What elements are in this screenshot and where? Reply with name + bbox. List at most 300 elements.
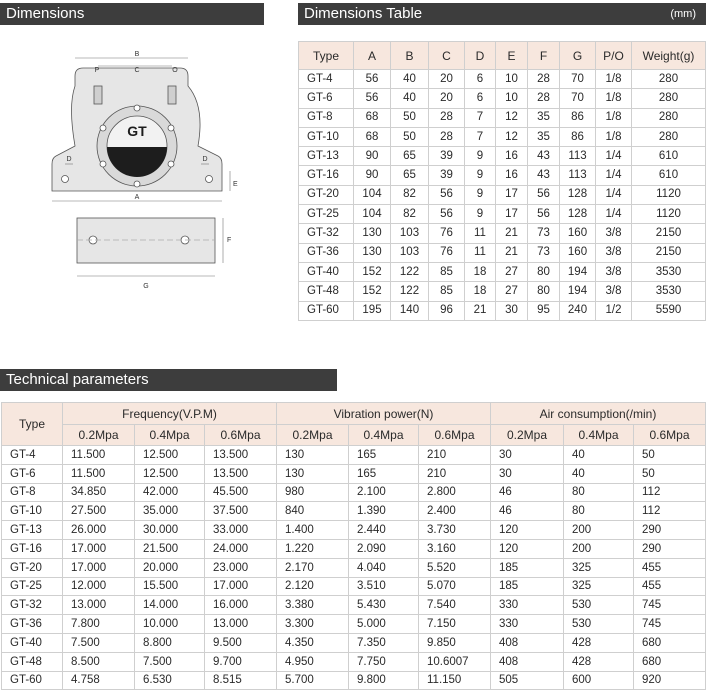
- value-cell: 210: [419, 446, 491, 465]
- value-cell: 103: [391, 243, 429, 262]
- column-header: B: [391, 42, 429, 70]
- table-row: [299, 166, 706, 185]
- value-cell: 24.000: [205, 539, 277, 558]
- value-cell: 12: [496, 127, 528, 146]
- type-cell: GT-13: [299, 147, 354, 166]
- value-cell: 7.800: [63, 615, 135, 634]
- value-cell: 20: [429, 70, 465, 89]
- value-cell: 30: [491, 464, 564, 483]
- base-view: [77, 218, 215, 263]
- value-cell: 680: [634, 633, 706, 652]
- value-cell: 90: [354, 166, 391, 185]
- value-cell: 120: [491, 521, 564, 540]
- value-cell: 455: [634, 577, 706, 596]
- value-cell: 2.440: [349, 521, 419, 540]
- value-cell: 7.500: [63, 633, 135, 652]
- column-header: F: [528, 42, 560, 70]
- type-cell: GT-40: [2, 633, 63, 652]
- value-cell: 1120: [632, 205, 706, 224]
- value-cell: 40: [391, 89, 429, 108]
- table-row: [299, 282, 706, 301]
- value-cell: 330: [491, 596, 564, 615]
- value-cell: 4.350: [277, 633, 349, 652]
- value-cell: 980: [277, 483, 349, 502]
- technical-header: [0, 369, 337, 391]
- value-cell: 1.220: [277, 539, 349, 558]
- value-cell: 112: [634, 483, 706, 502]
- value-cell: 8.800: [135, 633, 205, 652]
- value-cell: 600: [564, 671, 634, 690]
- value-cell: 200: [564, 539, 634, 558]
- value-cell: 15.500: [135, 577, 205, 596]
- value-cell: 70: [560, 70, 596, 89]
- group-header: Vibration power(N): [277, 403, 491, 425]
- value-cell: 128: [560, 205, 596, 224]
- value-cell: 11.500: [63, 446, 135, 465]
- value-cell: 185: [491, 558, 564, 577]
- type-cell: GT-25: [299, 205, 354, 224]
- value-cell: 3/8: [596, 224, 632, 243]
- value-cell: 2.170: [277, 558, 349, 577]
- value-cell: 27: [496, 262, 528, 281]
- value-cell: 128: [560, 185, 596, 204]
- technical-title: Technical parameters: [6, 371, 149, 388]
- value-cell: 8.500: [63, 652, 135, 671]
- value-cell: 165: [349, 464, 419, 483]
- value-cell: 11: [465, 224, 496, 243]
- type-cell: GT-6: [299, 89, 354, 108]
- type-cell: GT-40: [299, 262, 354, 281]
- dimensions-table-header-row: [299, 42, 706, 70]
- value-cell: 16.000: [205, 596, 277, 615]
- type-cell: GT-4: [299, 70, 354, 89]
- value-cell: 21: [496, 243, 528, 262]
- value-cell: 122: [391, 282, 429, 301]
- table-row: [2, 577, 706, 596]
- value-cell: 428: [564, 652, 634, 671]
- value-cell: 2.400: [419, 502, 491, 521]
- value-cell: 39: [429, 147, 465, 166]
- column-header: E: [496, 42, 528, 70]
- value-cell: 6: [465, 89, 496, 108]
- value-cell: 103: [391, 224, 429, 243]
- value-cell: 160: [560, 243, 596, 262]
- value-cell: 42.000: [135, 483, 205, 502]
- value-cell: 3/8: [596, 262, 632, 281]
- value-cell: 152: [354, 262, 391, 281]
- type-cell: GT-20: [2, 558, 63, 577]
- value-cell: 17.000: [205, 577, 277, 596]
- value-cell: 73: [528, 243, 560, 262]
- value-cell: 37.500: [205, 502, 277, 521]
- value-cell: 7.500: [135, 652, 205, 671]
- label-d-left: D: [66, 156, 72, 163]
- value-cell: 9: [465, 185, 496, 204]
- table-row: [299, 262, 706, 281]
- value-cell: 28: [429, 108, 465, 127]
- label-b: B: [134, 51, 140, 58]
- dimensions-header: [0, 3, 264, 25]
- value-cell: 194: [560, 282, 596, 301]
- type-cell: GT-10: [299, 127, 354, 146]
- value-cell: 5.070: [419, 577, 491, 596]
- value-cell: 3.160: [419, 539, 491, 558]
- value-cell: 130: [277, 446, 349, 465]
- value-cell: 30: [496, 301, 528, 320]
- value-cell: 7: [465, 127, 496, 146]
- value-cell: 80: [564, 502, 634, 521]
- type-cell: GT-20: [299, 185, 354, 204]
- value-cell: 7.150: [419, 615, 491, 634]
- value-cell: 745: [634, 596, 706, 615]
- value-cell: 1/2: [596, 301, 632, 320]
- type-cell: GT-36: [2, 615, 63, 634]
- value-cell: 56: [354, 89, 391, 108]
- group-header: Air consumption(/min): [491, 403, 706, 425]
- value-cell: 26.000: [63, 521, 135, 540]
- type-header: Type: [2, 403, 63, 446]
- value-cell: 86: [560, 127, 596, 146]
- value-cell: 82: [391, 185, 429, 204]
- value-cell: 290: [634, 539, 706, 558]
- value-cell: 82: [391, 205, 429, 224]
- value-cell: 10.6007: [419, 652, 491, 671]
- value-cell: 240: [560, 301, 596, 320]
- value-cell: 3/8: [596, 243, 632, 262]
- value-cell: 68: [354, 127, 391, 146]
- column-header: Type: [299, 42, 354, 70]
- value-cell: 165: [349, 446, 419, 465]
- value-cell: 14.000: [135, 596, 205, 615]
- pressure-header: 0.2Mpa: [63, 425, 135, 446]
- label-g: G: [143, 283, 149, 290]
- value-cell: 18: [465, 262, 496, 281]
- type-cell: GT-32: [2, 596, 63, 615]
- value-cell: 9: [465, 147, 496, 166]
- type-cell: GT-60: [2, 671, 63, 690]
- table-row: [2, 671, 706, 690]
- table-row: [2, 502, 706, 521]
- value-cell: 30: [491, 446, 564, 465]
- value-cell: 68: [354, 108, 391, 127]
- value-cell: 35: [528, 127, 560, 146]
- table-row: [299, 205, 706, 224]
- value-cell: 46: [491, 483, 564, 502]
- gt-logo: GT: [127, 123, 147, 139]
- value-cell: 28: [528, 70, 560, 89]
- value-cell: 95: [528, 301, 560, 320]
- type-cell: GT-6: [2, 464, 63, 483]
- value-cell: 120: [491, 539, 564, 558]
- value-cell: 4.758: [63, 671, 135, 690]
- unit-label: (mm): [670, 8, 696, 20]
- value-cell: 1/8: [596, 127, 632, 146]
- value-cell: 290: [634, 521, 706, 540]
- type-cell: GT-8: [2, 483, 63, 502]
- value-cell: 610: [632, 166, 706, 185]
- value-cell: 2.100: [349, 483, 419, 502]
- value-cell: 130: [277, 464, 349, 483]
- value-cell: 3.730: [419, 521, 491, 540]
- value-cell: 104: [354, 185, 391, 204]
- value-cell: 113: [560, 166, 596, 185]
- value-cell: 10: [496, 89, 528, 108]
- value-cell: 840: [277, 502, 349, 521]
- value-cell: 12.500: [135, 464, 205, 483]
- value-cell: 56: [528, 205, 560, 224]
- value-cell: 9.700: [205, 652, 277, 671]
- value-cell: 65: [391, 147, 429, 166]
- type-cell: GT-32: [299, 224, 354, 243]
- value-cell: 28: [528, 89, 560, 108]
- value-cell: 80: [528, 282, 560, 301]
- value-cell: 280: [632, 127, 706, 146]
- table-row: [2, 539, 706, 558]
- pressure-header: 0.4Mpa: [135, 425, 205, 446]
- column-header: G: [560, 42, 596, 70]
- vibrator-drawing: [45, 46, 238, 296]
- value-cell: 530: [564, 596, 634, 615]
- value-cell: 104: [354, 205, 391, 224]
- table-row: [2, 596, 706, 615]
- value-cell: 428: [564, 633, 634, 652]
- value-cell: 1/4: [596, 147, 632, 166]
- value-cell: 12.000: [63, 577, 135, 596]
- dimensions-table: [298, 41, 706, 321]
- value-cell: 50: [391, 127, 429, 146]
- value-cell: 6.530: [135, 671, 205, 690]
- value-cell: 1120: [632, 185, 706, 204]
- value-cell: 5.430: [349, 596, 419, 615]
- type-cell: GT-16: [299, 166, 354, 185]
- value-cell: 5.520: [419, 558, 491, 577]
- value-cell: 7.540: [419, 596, 491, 615]
- value-cell: 56: [429, 185, 465, 204]
- pressure-header: 0.6Mpa: [634, 425, 706, 446]
- value-cell: 210: [419, 464, 491, 483]
- type-cell: GT-8: [299, 108, 354, 127]
- value-cell: 65: [391, 166, 429, 185]
- column-header: A: [354, 42, 391, 70]
- value-cell: 9.800: [349, 671, 419, 690]
- value-cell: 140: [391, 301, 429, 320]
- pressure-header: 0.4Mpa: [349, 425, 419, 446]
- table-row: [299, 127, 706, 146]
- value-cell: 50: [634, 464, 706, 483]
- value-cell: 11: [465, 243, 496, 262]
- value-cell: 4.040: [349, 558, 419, 577]
- value-cell: 13.000: [205, 615, 277, 634]
- type-cell: GT-36: [299, 243, 354, 262]
- value-cell: 96: [429, 301, 465, 320]
- value-cell: 40: [564, 464, 634, 483]
- value-cell: 2.120: [277, 577, 349, 596]
- value-cell: 325: [564, 577, 634, 596]
- value-cell: 43: [528, 166, 560, 185]
- value-cell: 20: [429, 89, 465, 108]
- pressure-header: 0.6Mpa: [205, 425, 277, 446]
- value-cell: 3.380: [277, 596, 349, 615]
- value-cell: 5.700: [277, 671, 349, 690]
- value-cell: 2150: [632, 224, 706, 243]
- type-cell: GT-16: [2, 539, 63, 558]
- type-cell: GT-4: [2, 446, 63, 465]
- value-cell: 1/4: [596, 205, 632, 224]
- value-cell: 12: [496, 108, 528, 127]
- value-cell: 73: [528, 224, 560, 243]
- table-row: [2, 464, 706, 483]
- type-cell: GT-25: [2, 577, 63, 596]
- value-cell: 45.500: [205, 483, 277, 502]
- value-cell: 11.500: [63, 464, 135, 483]
- value-cell: 34.850: [63, 483, 135, 502]
- value-cell: 40: [564, 446, 634, 465]
- value-cell: 1/8: [596, 108, 632, 127]
- table-row: [299, 70, 706, 89]
- value-cell: 40: [391, 70, 429, 89]
- value-cell: 9: [465, 205, 496, 224]
- value-cell: 23.000: [205, 558, 277, 577]
- value-cell: 56: [354, 70, 391, 89]
- value-cell: 325: [564, 558, 634, 577]
- group-header: Frequency(V.P.M): [63, 403, 277, 425]
- value-cell: 17.000: [63, 539, 135, 558]
- label-e: E: [233, 181, 238, 188]
- column-header: C: [429, 42, 465, 70]
- value-cell: 7.750: [349, 652, 419, 671]
- value-cell: 18: [465, 282, 496, 301]
- value-cell: 680: [634, 652, 706, 671]
- value-cell: 35: [528, 108, 560, 127]
- value-cell: 7: [465, 108, 496, 127]
- table-row: [299, 185, 706, 204]
- value-cell: 2.800: [419, 483, 491, 502]
- value-cell: 21: [465, 301, 496, 320]
- value-cell: 56: [528, 185, 560, 204]
- table-row: [2, 483, 706, 502]
- type-cell: GT-60: [299, 301, 354, 320]
- value-cell: 280: [632, 70, 706, 89]
- value-cell: 152: [354, 282, 391, 301]
- value-cell: 200: [564, 521, 634, 540]
- value-cell: 330: [491, 615, 564, 634]
- value-cell: 46: [491, 502, 564, 521]
- table-row: [2, 652, 706, 671]
- value-cell: 408: [491, 633, 564, 652]
- table-row: [2, 558, 706, 577]
- pressure-header: 0.6Mpa: [419, 425, 491, 446]
- value-cell: 9.850: [419, 633, 491, 652]
- value-cell: 2150: [632, 243, 706, 262]
- value-cell: 80: [564, 483, 634, 502]
- column-header: D: [465, 42, 496, 70]
- value-cell: 1/8: [596, 89, 632, 108]
- value-cell: 113: [560, 147, 596, 166]
- value-cell: 17.000: [63, 558, 135, 577]
- table-row: [299, 147, 706, 166]
- value-cell: 9.500: [205, 633, 277, 652]
- value-cell: 112: [634, 502, 706, 521]
- table-row: [299, 89, 706, 108]
- value-cell: 56: [429, 205, 465, 224]
- dimensions-table-title: Dimensions Table: [304, 5, 423, 22]
- value-cell: 21: [496, 224, 528, 243]
- technical-pressure-row: [2, 425, 706, 446]
- pressure-header: 0.2Mpa: [491, 425, 564, 446]
- value-cell: 408: [491, 652, 564, 671]
- label-c: C: [134, 67, 140, 74]
- pressure-header: 0.2Mpa: [277, 425, 349, 446]
- value-cell: 6: [465, 70, 496, 89]
- label-f: F: [227, 237, 232, 244]
- value-cell: 50: [634, 446, 706, 465]
- column-header: Weight(g): [632, 42, 706, 70]
- value-cell: 17: [496, 185, 528, 204]
- value-cell: 43: [528, 147, 560, 166]
- value-cell: 11.150: [419, 671, 491, 690]
- value-cell: 28: [429, 127, 465, 146]
- value-cell: 90: [354, 147, 391, 166]
- value-cell: 27.500: [63, 502, 135, 521]
- value-cell: 3.300: [277, 615, 349, 634]
- value-cell: 1/8: [596, 70, 632, 89]
- value-cell: 5.000: [349, 615, 419, 634]
- value-cell: 1.400: [277, 521, 349, 540]
- value-cell: 745: [634, 615, 706, 634]
- value-cell: 1/4: [596, 166, 632, 185]
- value-cell: 70: [560, 89, 596, 108]
- value-cell: 1.390: [349, 502, 419, 521]
- value-cell: 3530: [632, 282, 706, 301]
- value-cell: 185: [491, 577, 564, 596]
- value-cell: 3.510: [349, 577, 419, 596]
- type-cell: GT-48: [299, 282, 354, 301]
- value-cell: 39: [429, 166, 465, 185]
- value-cell: 13.500: [205, 464, 277, 483]
- value-cell: 610: [632, 147, 706, 166]
- value-cell: 10.000: [135, 615, 205, 634]
- value-cell: 505: [491, 671, 564, 690]
- value-cell: 10: [496, 70, 528, 89]
- table-row: [299, 301, 706, 320]
- label-d-right: D: [202, 156, 208, 163]
- value-cell: 280: [632, 108, 706, 127]
- value-cell: 50: [391, 108, 429, 127]
- value-cell: 30.000: [135, 521, 205, 540]
- table-row: [2, 615, 706, 634]
- value-cell: 86: [560, 108, 596, 127]
- value-cell: 195: [354, 301, 391, 320]
- value-cell: 13.500: [205, 446, 277, 465]
- table-row: [2, 521, 706, 540]
- value-cell: 80: [528, 262, 560, 281]
- value-cell: 194: [560, 262, 596, 281]
- type-cell: GT-13: [2, 521, 63, 540]
- value-cell: 7.350: [349, 633, 419, 652]
- technical-table: [1, 402, 706, 690]
- value-cell: 160: [560, 224, 596, 243]
- value-cell: 4.950: [277, 652, 349, 671]
- table-row: [299, 108, 706, 127]
- table-row: [299, 224, 706, 243]
- pressure-header: 0.4Mpa: [564, 425, 634, 446]
- table-row: [299, 243, 706, 262]
- value-cell: 76: [429, 243, 465, 262]
- value-cell: 3/8: [596, 282, 632, 301]
- value-cell: 21.500: [135, 539, 205, 558]
- value-cell: 9: [465, 166, 496, 185]
- value-cell: 122: [391, 262, 429, 281]
